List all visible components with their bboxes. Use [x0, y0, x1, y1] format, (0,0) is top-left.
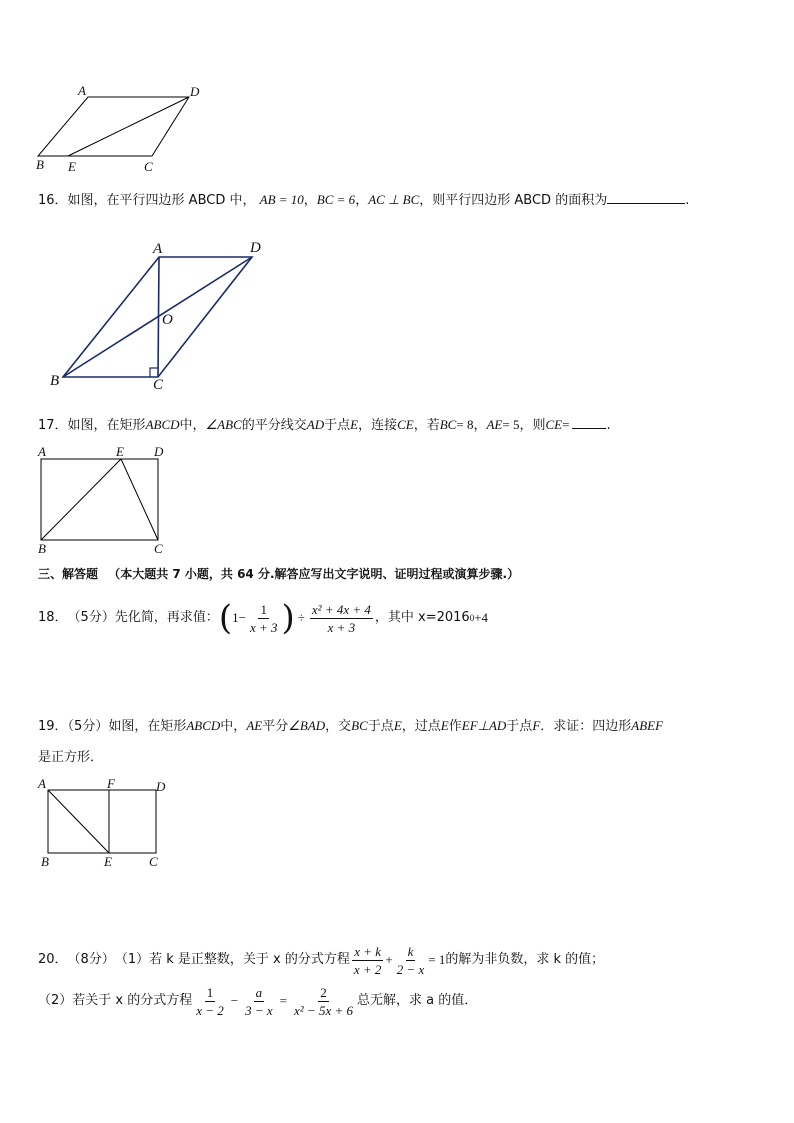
label-c: C: [154, 541, 163, 556]
denominator: 2 − x: [396, 961, 425, 977]
question-text: 于点: [367, 719, 394, 734]
question-text: 先化简，再求值：: [114, 610, 219, 625]
denominator: x + 3: [327, 619, 356, 635]
section-note: （本大题共 7 小题，共 64 分.解答应写出文字说明、证明过程或演算步骤.）: [108, 567, 520, 581]
math-abcd: ABCD: [145, 417, 180, 432]
label-d: D: [156, 779, 166, 794]
question-19: [38, 717, 663, 736]
question-text: ．求证：四边形: [540, 719, 632, 734]
question-number: 20．: [38, 952, 68, 967]
figure-q15-svg: [30, 82, 210, 177]
question-text: 如图，在矩形: [67, 418, 146, 433]
label-a: A: [38, 776, 46, 791]
section-header: [38, 565, 519, 583]
score: （8分）: [67, 952, 115, 967]
math-value: = 5: [502, 417, 520, 432]
question-text: ，则: [519, 418, 546, 433]
score: （5分）: [67, 610, 115, 625]
math-equals: =: [279, 993, 288, 1008]
period: .: [606, 418, 611, 433]
figure-q15: [30, 82, 210, 177]
math-divide: ÷: [297, 610, 305, 625]
math-perpendicular: AC ⊥ BC: [368, 192, 420, 207]
math-bc: BC: [351, 718, 368, 733]
question-text: +4: [474, 610, 489, 625]
question-text: 中，: [179, 418, 206, 433]
segment-ae: [48, 790, 109, 853]
question-number: 18．: [38, 610, 68, 625]
label-c: C: [153, 377, 164, 393]
numerator: x² + 4x + 4: [311, 601, 371, 617]
math-ce: CE: [397, 417, 414, 432]
math-e: E: [440, 718, 449, 733]
right-paren: ): [281, 598, 295, 638]
question-text: 如图，在矩形: [108, 719, 187, 734]
question-16: [38, 191, 689, 210]
math-plus: +: [385, 952, 393, 967]
numerator: a: [255, 984, 263, 1000]
label-b: B: [50, 373, 60, 389]
score: （5分）: [67, 719, 109, 734]
label-c: C: [144, 159, 153, 174]
figure-q17-svg: [34, 445, 174, 557]
rectangle-abcd: [41, 459, 158, 540]
question-text: ，交: [325, 719, 352, 734]
segment-be: [41, 459, 121, 540]
denominator: x² − 5x + 6: [294, 1002, 353, 1018]
fraction-1: [194, 984, 226, 1019]
math-e: E: [350, 417, 359, 432]
question-text: 的解为非负数，求 k 的值；: [445, 952, 605, 967]
label-o: O: [162, 312, 173, 328]
figure-q17: [34, 445, 174, 557]
label-b: B: [36, 157, 44, 172]
numerator: 2: [320, 984, 327, 1000]
separator: ，: [303, 193, 317, 208]
fraction-1: [352, 943, 384, 978]
label-e: E: [104, 854, 112, 869]
question-text: 于点: [506, 719, 533, 734]
parallelogram-abcd: [38, 97, 189, 156]
question-text: 于点: [324, 418, 351, 433]
math-abef: ABEF: [631, 718, 664, 733]
label-a: A: [78, 83, 86, 98]
question-text: 中，: [220, 719, 247, 734]
math-bc: BC = 6: [316, 192, 356, 207]
question-number: 17．: [38, 418, 68, 433]
question-text: 平分: [262, 719, 289, 734]
fraction-2: [310, 601, 373, 636]
denominator: x + 2: [353, 961, 382, 977]
math-bc: BC: [439, 417, 457, 432]
label-a: A: [38, 444, 46, 459]
math-ef-perp-ad: EF⊥AD: [461, 718, 507, 733]
math-ae: AE: [486, 417, 503, 432]
math-e: E: [393, 718, 402, 733]
math-angle-abc: ∠ABC: [205, 417, 242, 432]
figure-q19: [34, 777, 184, 872]
math-one-minus: 1−: [232, 610, 246, 625]
left-paren: (: [218, 598, 233, 638]
math-angle-bad: ∠BAD: [288, 718, 326, 733]
question-text: 的平分线交: [241, 418, 307, 433]
label-e: E: [116, 444, 124, 459]
question-number: 16．: [38, 193, 68, 208]
label-b: B: [38, 541, 46, 556]
right-angle-mark: [150, 368, 158, 377]
math-f: F: [532, 718, 541, 733]
question-text: ，若: [413, 418, 440, 433]
denominator: x − 2: [196, 1002, 224, 1018]
math-equals: = 1: [428, 952, 446, 967]
superscript: 0: [469, 613, 475, 623]
figure-q16-svg: [45, 240, 275, 395]
numerator: x + k: [354, 943, 382, 959]
question-17: [38, 416, 611, 435]
fraction-2: [243, 984, 275, 1019]
question-text: ，则平行四边形 ABCD 的面积为: [419, 193, 608, 208]
math-ae: AE: [246, 718, 263, 733]
label-d: D: [154, 444, 164, 459]
math-equals: =: [562, 417, 570, 432]
fraction-1: [248, 601, 280, 636]
question-text: ，其中 x=2016: [374, 610, 470, 625]
fraction-3: [292, 984, 355, 1019]
label-c: C: [149, 854, 158, 869]
label-a: A: [153, 241, 163, 257]
math-abcd: ABCD: [186, 718, 221, 733]
question-number: 19．: [38, 719, 68, 734]
label-f: F: [107, 776, 115, 791]
fraction-2: [395, 943, 427, 978]
question-text: 作: [448, 719, 462, 734]
label-b: B: [41, 854, 49, 869]
numerator: 1: [206, 984, 214, 1000]
denominator: 3 − x: [245, 1002, 273, 1018]
label-e: E: [68, 159, 76, 174]
math-ce: CE: [545, 417, 563, 432]
question-text: 总无解，求 a 的值．: [357, 993, 478, 1008]
separator: ，: [355, 193, 369, 208]
label-d: D: [250, 240, 261, 256]
question-text: ，连接: [358, 418, 398, 433]
question-20-part2: [38, 981, 477, 1021]
question-text: 如图，在平行四边形 ABCD 中，: [67, 193, 256, 208]
numerator: k: [407, 943, 414, 959]
math-ad: AD: [306, 417, 325, 432]
math-minus: −: [230, 993, 239, 1008]
question-19-line2: 是正方形．: [38, 750, 104, 765]
numerator: 1: [260, 601, 267, 617]
question-text: ，过点: [401, 719, 441, 734]
question-18: [38, 598, 488, 638]
answer-blank[interactable]: [572, 416, 606, 429]
section-title: 三、解答题: [38, 567, 99, 581]
question-text: （1）若 k 是正整数，关于 x 的分式方程: [114, 952, 350, 967]
denominator: x + 3: [249, 619, 278, 635]
label-d: D: [190, 84, 200, 99]
question-text: （2）若关于 x 的分式方程: [38, 993, 193, 1008]
figure-q16: [45, 240, 275, 395]
question-20-part1: [38, 940, 604, 980]
answer-blank[interactable]: [607, 191, 685, 204]
separator: ，: [473, 418, 487, 433]
period: .: [685, 193, 690, 208]
math-value: = 8: [456, 417, 474, 432]
rectangle-abcd: [48, 790, 156, 853]
math-ab: AB = 10: [259, 192, 304, 207]
segment-ec: [121, 459, 158, 540]
